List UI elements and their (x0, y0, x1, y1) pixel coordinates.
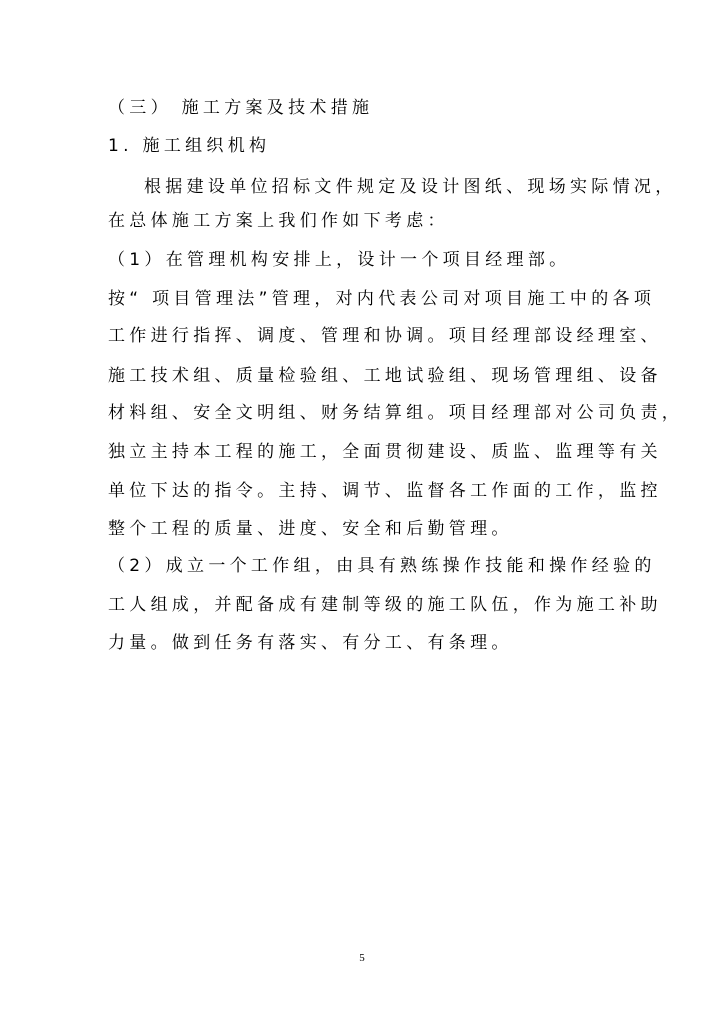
paragraph-line: 施工技术组、质量检验组、工地试验组、现场管理组、设备 (108, 366, 662, 386)
paragraph-line: 单位下达的指令。主持、调节、监督各工作面的工作，监控 (108, 481, 662, 501)
paragraph-line: （2）成立一个工作组，由具有熟练操作技能和操作经验的 (108, 556, 656, 576)
paragraph-line: 整个工程的质量、进度、安全和后勤管理。 (108, 519, 513, 539)
paragraph-line: 在总体施工方案上我们作如下考虑： (108, 211, 449, 231)
paragraph-line: （1）在管理机构安排上，设计一个项目经理部。 (108, 250, 571, 270)
paragraph-line: 工作进行指挥、调度、管理和协调。项目经理部设经理室、 (108, 326, 662, 346)
paragraph-line: 独立主持本工程的施工，全面贯彻建设、质监、监理等有关 (108, 442, 662, 462)
paragraph-line: 工人组成，并配备成有建制等级的施工队伍，作为施工补助 (108, 595, 662, 615)
paragraph-line: 根据建设单位招标文件规定及设计图纸、现场实际情况， (144, 177, 677, 197)
paragraph-line: 按“ 项目管理法”管理，对内代表公司对项目施工中的各项 (108, 289, 656, 309)
paragraph-line: 力量。做到任务有落实、有分工、有条理。 (108, 633, 513, 653)
paragraph-line: 材料组、安全文明组、财务结算组。项目经理部对公司负责， (108, 403, 684, 423)
subheading: 1. 施工组织机构 (108, 136, 271, 156)
page-number: 5 (359, 952, 365, 964)
section-heading: （三） 施工方案及技术措施 (108, 98, 374, 118)
